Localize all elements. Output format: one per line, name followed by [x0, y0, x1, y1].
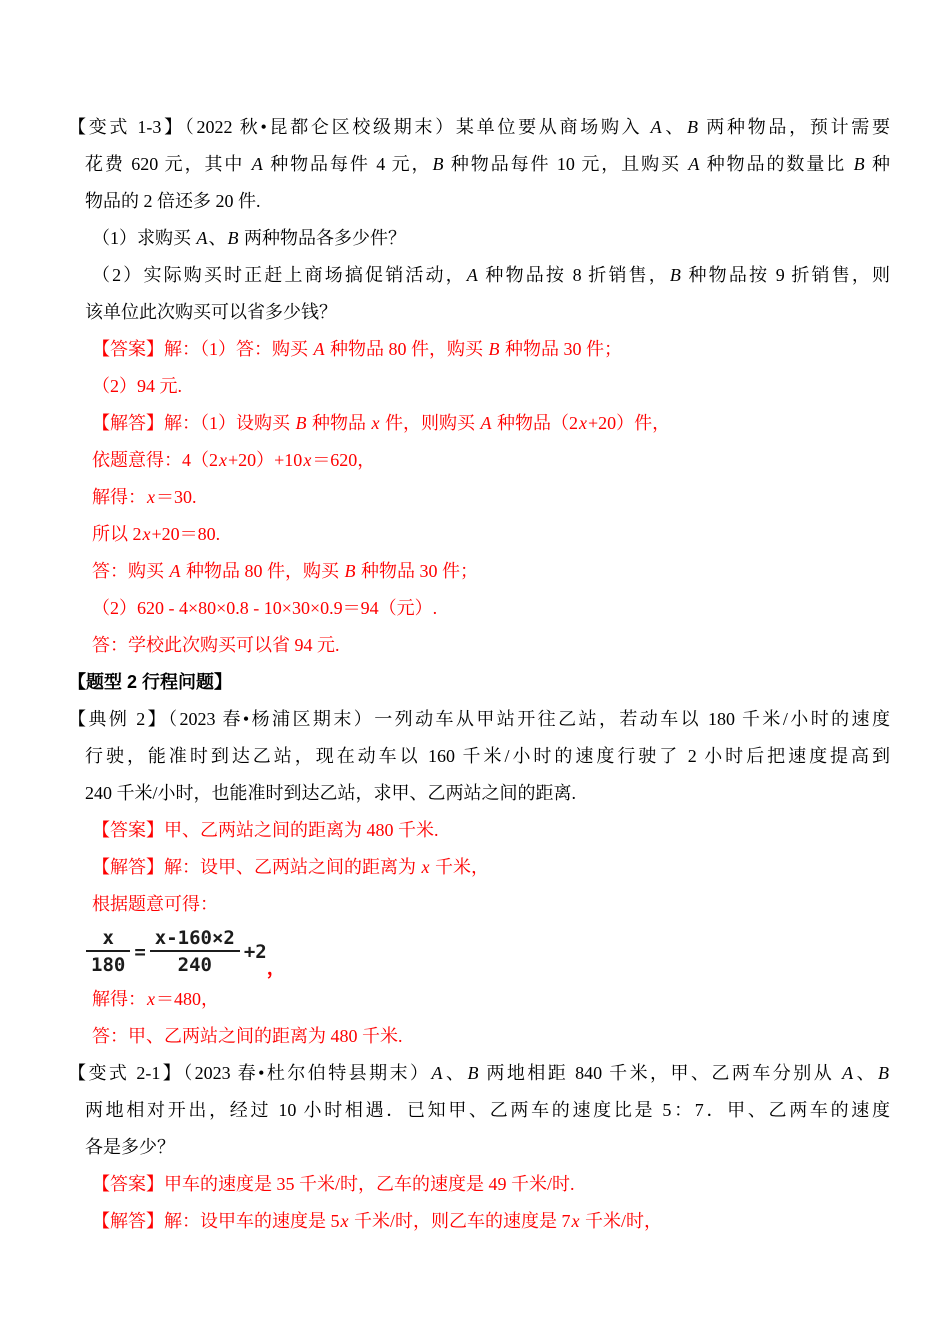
text-segment: 种物品的数量比: [700, 154, 853, 174]
text-segment: 解得：: [92, 989, 146, 1009]
equals-sign: =: [134, 941, 146, 963]
math-variable: x: [571, 1211, 580, 1231]
fraction-right: [150, 926, 240, 978]
math-variable: B: [669, 265, 681, 285]
text-segment: 种物品按 9 折销售，则: [681, 265, 890, 285]
math-variable: x: [147, 487, 155, 507]
question-2-line: [92, 257, 890, 294]
text-segment: 、: [208, 228, 227, 248]
text-segment: 千米/时，: [580, 1211, 663, 1231]
fraction-left-denominator: 180: [91, 954, 126, 976]
text-segment: 、: [854, 1063, 878, 1083]
math-variable: B: [488, 339, 500, 359]
math-variable: x: [371, 413, 380, 433]
text-segment: 【解答】解：设甲、乙两站之间的距离为: [92, 857, 421, 877]
text-segment: ＝480，: [156, 989, 219, 1009]
math-variable: x: [421, 857, 430, 877]
text-segment: 答：购买: [92, 561, 169, 581]
text-segment: 行驶，能准时到达乙站，现在动车以 160 千米/小时的速度行驶了 2 小时后把速度提高到: [85, 746, 890, 766]
text-segment: 件，则购买: [380, 413, 480, 433]
math-variable: A: [842, 1063, 854, 1083]
text-segment: 种物品 80 件，购买: [181, 561, 344, 581]
text-segment: 种物品每件 4 元，: [263, 154, 432, 174]
text-segment: 240 千米/小时，也能准时到达乙站，求甲、乙两站之间的距离.: [85, 783, 576, 803]
text-segment: ＝620，: [312, 450, 376, 470]
text-segment: （2）620 - 4×80×0.8 - 10×30×0.9＝94（元）.: [92, 598, 438, 618]
text-segment: 各是多少？: [85, 1137, 175, 1157]
text-segment: 【典例 2】（2023 春•杨浦区期末）一列动车从甲站开往乙站，若动车以 180 千米/小时的速度: [68, 709, 890, 729]
math-variable: A: [466, 265, 478, 285]
math-variable: B: [687, 117, 699, 137]
fraction-left-numerator: x: [86, 926, 130, 952]
plus-term: +2: [243, 941, 267, 963]
solution-line: [92, 627, 890, 664]
math-variable: A: [251, 154, 263, 174]
math-variable: B: [227, 228, 239, 248]
fraction-left: [86, 926, 130, 978]
answer-line: [92, 812, 890, 849]
text-line: [85, 738, 890, 775]
solution-line: [92, 1018, 890, 1055]
problem-variant-2-1-start: [68, 1055, 890, 1092]
math-variable: A: [688, 154, 700, 174]
text-segment: 【答案】解：（1）答：购买: [92, 339, 313, 359]
text-segment: 种物品 80 件，购买: [325, 339, 488, 359]
text-segment: 千米/时，则乙车的速度是 7: [349, 1211, 571, 1231]
text-segment: 两种物品，预计需要: [699, 117, 890, 137]
text-segment: 、: [662, 117, 687, 137]
math-variable: x: [147, 989, 155, 1009]
text-segment: 物品的 2 倍还多 20 件.: [85, 191, 261, 211]
math-variable: x: [303, 450, 312, 470]
text-segment: 答：学校此次购买可以省 94 元.: [92, 635, 340, 655]
text-segment: 两地相对开出，经过 10 小时相遇．已知甲、乙两车的速度比是 5：7．甲、乙两车的速度: [85, 1100, 890, 1120]
solution-line: [92, 886, 890, 923]
math-variable: x: [579, 413, 587, 433]
text-segment: 【答案】甲、乙两站之间的距离为 480 千米.: [92, 820, 439, 840]
lines-before-formula: [68, 109, 890, 923]
math-variable: A: [313, 339, 325, 359]
text-segment: 两种物品各多少件？: [239, 228, 406, 248]
text-line: [85, 775, 890, 812]
solution-line: [92, 1203, 890, 1240]
text-segment: 两地相距 840 千米，甲、乙两车分别从: [479, 1063, 842, 1083]
math-variable: B: [853, 154, 865, 174]
answer-line: [92, 368, 890, 405]
problem-variant-1-3-start: [68, 109, 890, 146]
text-segment: 【变式 1-3】（2022 秋•昆都仑区校级期末）某单位要从商场购入: [68, 117, 650, 137]
answer-line: [92, 331, 890, 368]
math-variable: x: [142, 524, 151, 544]
text-segment: 根据题意可得：: [92, 894, 218, 914]
text-segment: 【解答】解：（1）设购买: [92, 413, 295, 433]
text-segment: 种物品每件 10 元，且购买: [444, 154, 688, 174]
solution-line: [92, 981, 890, 1018]
solution-line: [92, 553, 890, 590]
text-line: [85, 1092, 890, 1129]
math-variable: x: [219, 450, 227, 470]
math-variable: B: [878, 1063, 890, 1083]
text-line: [85, 183, 890, 220]
fraction-right-numerator: x-160×2: [150, 926, 240, 952]
math-variable: A: [196, 228, 208, 248]
text-segment: +20＝80.: [151, 524, 221, 544]
equation-line: [86, 923, 890, 981]
text-segment: 千米，: [430, 857, 489, 877]
text-segment: （1）求购买: [92, 228, 196, 248]
text-line: [85, 1129, 890, 1166]
example-2-start: [68, 701, 890, 738]
text-segment: ＝30.: [156, 487, 197, 507]
equation-comma: ，: [266, 958, 286, 979]
question-1-line: [92, 220, 890, 257]
math-variable: A: [169, 561, 181, 581]
math-variable: x: [340, 1211, 349, 1231]
fraction-right-denominator: 240: [177, 954, 212, 976]
solution-line: [92, 516, 890, 553]
math-variable: B: [467, 1063, 479, 1083]
solution-line: [92, 590, 890, 627]
text-line: [85, 294, 890, 331]
text-segment: +20）件，: [588, 413, 671, 433]
text-segment: 种: [865, 154, 890, 174]
text-segment: 、: [443, 1063, 467, 1083]
solution-line: [92, 479, 890, 516]
math-variable: A: [431, 1063, 443, 1083]
solution-line: [92, 405, 890, 442]
text-segment: 依题意得：4（2: [92, 450, 218, 470]
solution-line: [92, 442, 890, 479]
text-segment: （2）94 元.: [92, 376, 182, 396]
math-variable: A: [480, 413, 492, 433]
text-line: [85, 146, 890, 183]
math-variable: B: [432, 154, 444, 174]
math-variable: A: [650, 117, 662, 137]
text-segment: 答：甲、乙两站之间的距离为 480 千米.: [92, 1026, 403, 1046]
text-segment: 种物品（2: [492, 413, 578, 433]
text-segment: 【解答】解：设甲车的速度是 5: [92, 1211, 340, 1231]
topic-2-heading: [68, 664, 890, 701]
text-segment: 种物品 30 件；: [356, 561, 478, 581]
lines-after-formula: [68, 981, 890, 1240]
math-variable: B: [295, 413, 307, 433]
text-segment: +20）+10: [228, 450, 303, 470]
text-segment: 解得：: [92, 487, 146, 507]
math-variable: B: [344, 561, 356, 581]
text-segment: 种物品: [307, 413, 371, 433]
text-segment: 【题型 2 行程问题】: [68, 672, 233, 692]
text-segment: 种物品按 8 折销售，: [478, 265, 669, 285]
text-segment: 种物品 30 件；: [500, 339, 622, 359]
text-segment: 该单位此次购买可以省多少钱？: [85, 302, 337, 322]
text-segment: 花费 620 元，其中: [85, 154, 251, 174]
text-segment: 【答案】甲车的速度是 35 千米/时，乙车的速度是 49 千米/时.: [92, 1174, 575, 1194]
text-segment: （2）实际购买时正赶上商场搞促销活动，: [92, 265, 466, 285]
text-segment: 所以 2: [92, 524, 142, 544]
solution-line: [92, 849, 890, 886]
answer-line: [92, 1166, 890, 1203]
text-segment: 【变式 2-1】（2023 春•杜尔伯特县期末）: [68, 1063, 431, 1083]
